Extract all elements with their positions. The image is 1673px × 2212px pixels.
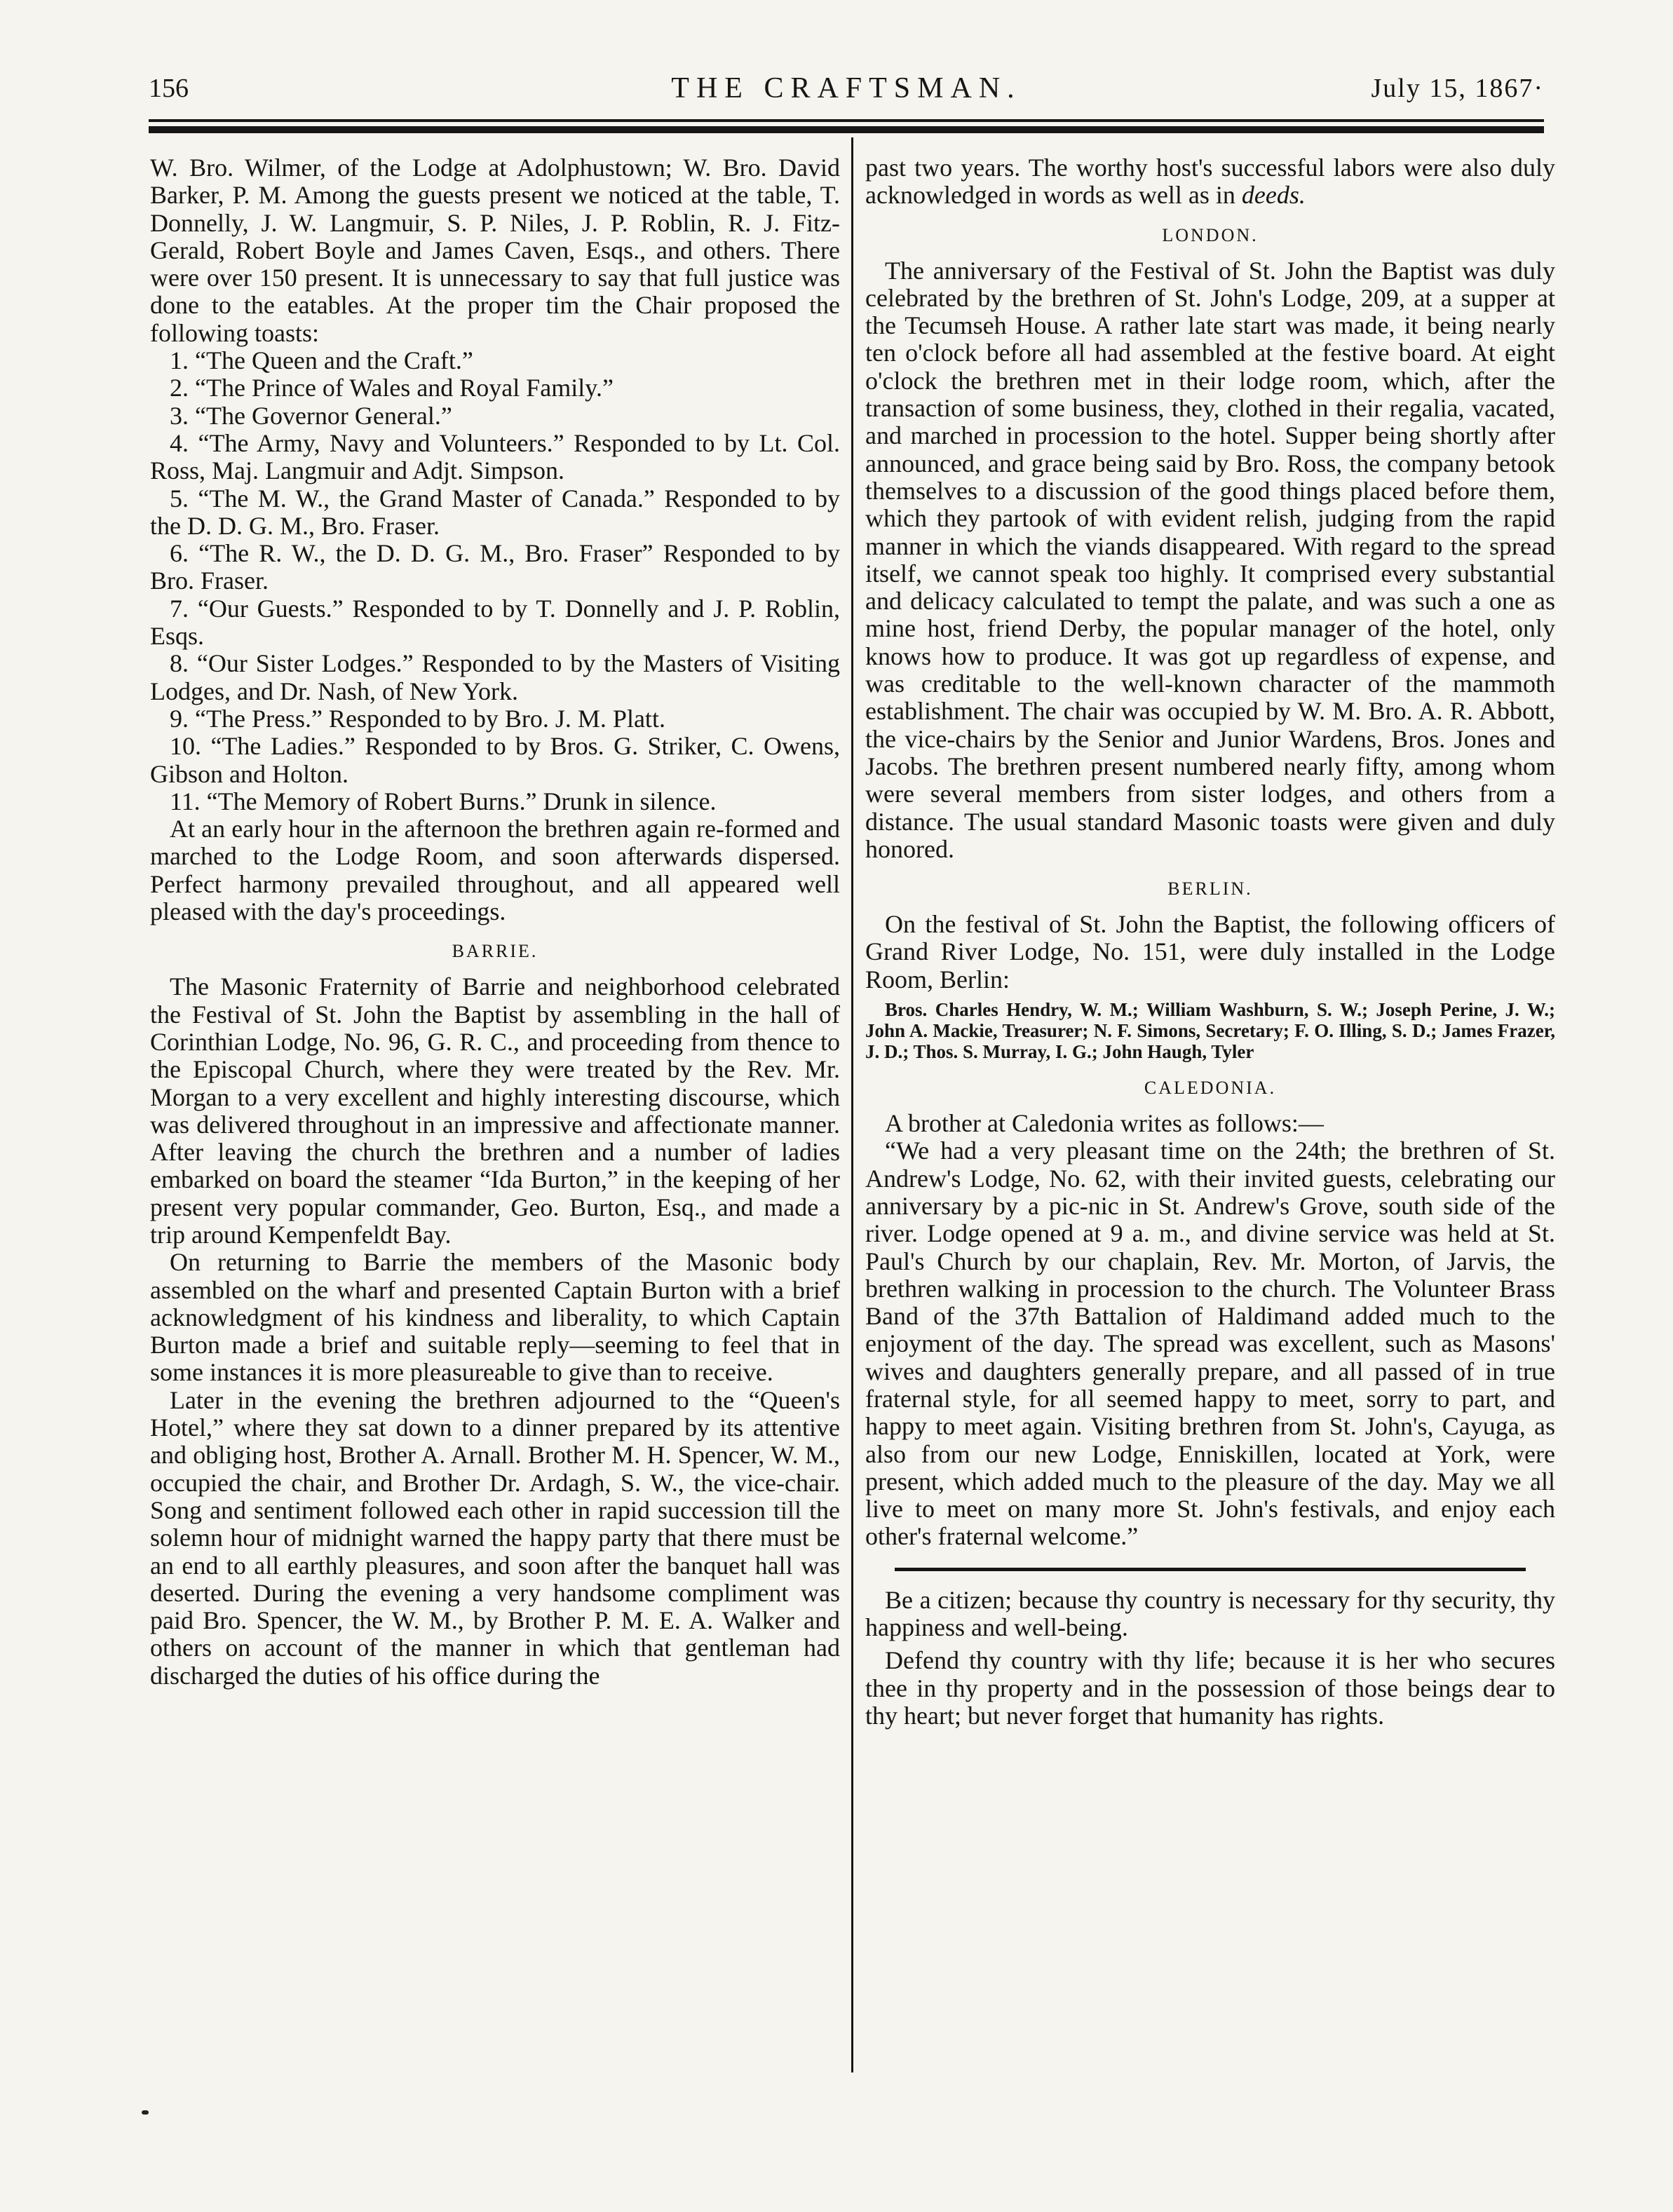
toast-item: 8. “Our Sister Lodges.” Responded to by the Masters of Visiting Lodges, and Dr. Nash, of New York. <box>150 649 840 705</box>
toast-item: 4. “The Army, Navy and Volunteers.” Responded to by Lt. Col. Ross, Maj. Langmuir and Adjt. Simpson. <box>150 428 840 485</box>
berlin-paragraph: On the festival of St. John the Baptist, the following officers of Grand River Lodge, No. 151, were duly installed in the Lodge Room, Berlin: <box>865 910 1555 993</box>
toast-item: 6. “The R. W., the D. D. G. M., Bro. Fraser” Responded to by Bro. Fraser. <box>150 539 840 595</box>
barrie-continuation-italic: deeds. <box>1241 181 1306 210</box>
barrie-paragraph-2: On returning to Barrie the members of the Masonic body assembled on the wharf and presented Captain Burton with a brief acknowledgment of his kindness and liberality, to which Captain Burton made a brief and suitable reply—seeming to feel that in some instances it is more pleasureable to give than to receive. <box>150 1248 840 1387</box>
section-heading-barrie: BARRIE. <box>452 941 539 962</box>
barrie-continuation <box>865 154 1555 210</box>
barrie-continuation-text: past two years. The worthy host's successful labors were also duly acknowledged in words as well as in <box>865 154 1555 210</box>
london-paragraph: The anniversary of the Festival of St. John the Baptist was duly celebrated by the brethren of St. John's Lodge, 209, at a supper at the Tecumseh House. A rather late start was made, it being nearly ten o'clock before all had assembled at the festive board. At eight o'clock the brethren met in their lodge room, which, after the transaction of some business, they, clothed in their regalia, vacated, and marched in procession to the hotel. Supper being shortly after announced, and grace being said by Bro. Ross, the company betook themselves to a discussion of the good things placed before them, which they partook of with evident relish, judging from the rapid manner in which the viands disappeared. With regard to the spread itself, we cannot speak too highly. It comprised every substantial and delicacy calculated to tempt the palate, and was such a one as mine host, friend Derby, the popular manager of the hotel, only knows how to produce. It was got up regardless of expense, and was creditable to the well-known character of the mammoth establishment. The chair was occupied by W. M. Bro. A. R. Abbott, the vice-chairs by the Senior and Junior Wardens, Bros. Jones and Jacobs. The brethren present numbered nearly fifty, among whom were several members from sister lodges, and others from a distance. The usual standard Masonic toasts were given and duly honored. <box>865 256 1555 863</box>
header-rule-thick <box>149 126 1544 133</box>
toast-item: 11. “The Memory of Robert Burns.” Drunk in silence. <box>170 787 717 815</box>
caledonia-letter: “We had a very pleasant time on the 24th; the brethren of St. Andrew's Lodge, No. 62, with their invited guests, celebrating our anniversary by a pic-nic in St. Andrew's Grove, south side of the river. Lodge opened at 9 a. m., and divine service was held at St. Paul's Church by our chaplain, Rev. Mr. Morton, of Jarvis, the brethren walking in procession to the church. The Volunteer Brass Band of the 37th Battalion of Haldimand added much to the enjoyment of the day. The spread was excellent, such as Masons' wives and daughters generally prepare, and all passed of in true fraternal style, for all seemed happy to meet, sorry to part, and happy to meet again. Visiting brethren from St. John's, Cayuga, as also from our new Lodge, Enniskillen, located at York, were present, which added much to the pleasure of the day. May we all live to meet on many more St. John's festivals, and enjoy each other's fraternal welcome.” <box>865 1136 1555 1551</box>
toast-item: 10. “The Ladies.” Responded to by Bros. G. Striker, C. Owens, Gibson and Holton. <box>150 732 840 788</box>
print-speck <box>142 2110 149 2115</box>
toast-item: 5. “The M. W., the Grand Master of Canada.” Responded to by the D. D. G. M., Bro. Fraser. <box>150 484 840 540</box>
section-heading-caledonia: CALEDONIA. <box>1144 1078 1277 1099</box>
toast-item: 7. “Our Guests.” Responded to by T. Donnelly and J. P. Roblin, Esqs. <box>150 594 840 651</box>
berlin-officers-list: Bros. Charles Hendry, W. M.; William Washburn, S. W.; Joseph Perine, J. W.; John A. Mackie, Treasurer; N. F. Simons, Secretary; F. O. Illing, S. D.; James Frazer, J. D.; Thos. S. Murray, I. G.; John Haugh, Tyler <box>865 999 1555 1063</box>
left-column <box>150 154 840 2082</box>
section-heading-london: LONDON. <box>1162 224 1259 245</box>
toast-item: 9. “The Press.” Responded to by Bro. J. M. Platt. <box>170 704 665 733</box>
header-rule-thin <box>149 119 1544 122</box>
barrie-paragraph-3: Later in the evening the brethren adjourned to the “Queen's Hotel,” where they sat down to a dinner prepared by its attentive and obliging host, Brother A. Arnall. Brother M. H. Spencer, W. M., occupied the chair, and Brother Dr. Ardagh, S. W., the vice-chair. Song and sentiment followed each other in rapid succession till the solemn hour of midnight warned the happy party that there must be an end to all earthly pleasures, and soon after the banquet hall was deserted. During the evening a very handsome compliment was paid Bro. Spencer, the W. M., by Brother P. M. E. A. Walker and others on account of the manner in which that gentleman had discharged the duties of his office during the <box>150 1385 840 1690</box>
page-number: 156 <box>149 74 189 103</box>
article-continuation: W. Bro. Wilmer, of the Lodge at Adolphustown; W. Bro. David Barker, P. M. Among the guests present we noticed at the table, T. Donnelly, J. W. Langmuir, S. P. Niles, J. P. Roblin, R. J. Fitz-Gerald, Robert Boyle and James Caven, Esqs., and others. There were over 150 present. It is unnecessary to say that full justice was done to the eatables. At the proper tim the Chair proposed the following toasts: <box>150 154 840 347</box>
maxim-paragraph-2: Defend thy country with thy life; because it is her who secures thee in thy property and in the possession of those beings dear to thy heart; but never forget that humanity has rights. <box>865 1646 1555 1730</box>
caledonia-intro: A brother at Caledonia writes as follows:— <box>885 1109 1324 1138</box>
column-divider <box>851 137 853 2072</box>
section-divider <box>895 1568 1526 1571</box>
publication-title: THE CRAFTSMAN. <box>671 72 1022 104</box>
closing-paragraph: At an early hour in the afternoon the brethren again re-formed and marched to the Lodge Room, and soon afterwards dispersed. Perfect harmony prevailed throughout, and all appeared well pleased with the day's proceedings. <box>150 815 840 926</box>
right-column <box>865 154 1555 2075</box>
issue-date: July 15, 1867· <box>1371 74 1544 103</box>
toast-item: 1. “The Queen and the Craft.” <box>170 346 473 375</box>
toast-item: 3. “The Governor General.” <box>170 401 452 430</box>
barrie-paragraph-1: The Masonic Fraternity of Barrie and neighborhood celebrated the Festival of St. John the Baptist by assembling in the hall of Corinthian Lodge, No. 96, G. R. C., and proceeding from thence to the Episcopal Church, where they were treated by the Rev. Mr. Morgan to a very excellent and highly interesting discourse, which was delivered throughout in an impressive and affectionate manner. After leaving the church the brethren and a number of ladies embarked on board the steamer “Ida Burton,” in the keeping of her present very popular commander, Geo. Burton, Esq., and made a trip around Kempenfeldt Bay. <box>150 972 840 1249</box>
page-header <box>149 73 1544 115</box>
section-heading-berlin: BERLIN. <box>1167 878 1253 900</box>
maxim-paragraph-1: Be a citizen; because thy country is necessary for thy security, thy happiness and well-being. <box>865 1585 1555 1642</box>
toast-item: 2. “The Prince of Wales and Royal Family.” <box>170 374 614 402</box>
toast-list <box>150 347 840 815</box>
